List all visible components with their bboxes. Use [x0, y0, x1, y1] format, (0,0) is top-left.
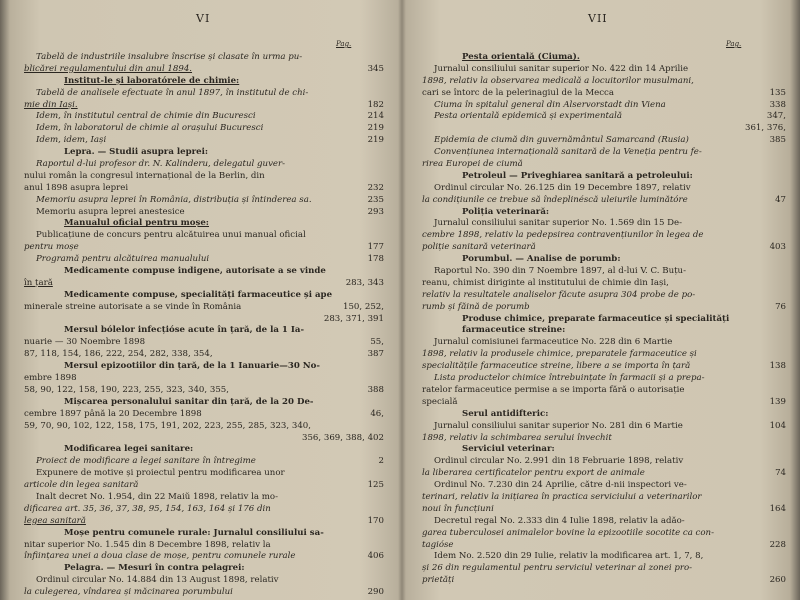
entry-text: Publicațiune de concurs pentru alcătuirea unui manual oficial: [36, 230, 306, 241]
entry-text: Tabelă de analisele efectuate în anul 1897, în institutul de chi-: [36, 87, 309, 98]
index-entry-line: [422, 76, 786, 88]
page-reference: 283, 371, 391: [323, 313, 384, 324]
index-entry-line: [422, 171, 786, 183]
index-entry-line: [422, 111, 786, 123]
entry-text: relativ la resultatele analiselor făcute asupra 304 probe de po-: [422, 289, 696, 300]
entry-text: Produse chimice, preparate farmaceutice și specialități: [462, 313, 730, 324]
index-entry-line: [422, 421, 786, 433]
page-reference: 403: [769, 242, 786, 253]
index-entry-line: [422, 147, 786, 159]
page-reference: 228: [769, 539, 786, 550]
index-entry-line: [24, 480, 384, 492]
entry-text: în țară: [24, 277, 53, 288]
page-reference: 139: [769, 396, 786, 407]
index-entry-line: [24, 76, 384, 88]
index-entry-line: [24, 88, 384, 100]
page-reference: 406: [367, 551, 384, 562]
entry-text: Memoriu asupra leprei anestesice: [36, 206, 185, 217]
page-reference: 135: [769, 87, 786, 98]
entry-text: Jurnalul comisiunei farmaceutice No. 228 din 6 Martie: [434, 337, 673, 348]
index-entry-line: [422, 373, 786, 385]
index-entry-line: [24, 409, 384, 421]
index-entry-line: [24, 528, 384, 540]
entry-text: Petroleul — Priveghiarea sanitară a petroleului:: [462, 170, 693, 181]
index-entry-line: [24, 123, 384, 135]
entry-text: 59, 70, 90, 102, 122, 158, 175, 191, 202, 223, 255, 285, 323, 340,: [24, 420, 311, 431]
entry-text: garea tuberculosei animalelor bovine la epizootiile socotite ca con-: [422, 527, 714, 538]
entry-text: nuarie — 30 Noembre 1898: [24, 337, 146, 348]
entry-text: Moșe pentru comunele rurale: Jurnalul consiliului sa-: [64, 527, 324, 538]
page-reference: 2: [378, 456, 384, 467]
entry-text: Epidemia de ciumă din guvernământul Samarcand (Rusia): [434, 135, 689, 146]
index-entry-line: [24, 100, 384, 112]
index-entry-line: [24, 492, 384, 504]
index-entry-line: [24, 433, 384, 445]
entry-text: cembre 1898, relativ la pedepsirea contravențiunilor în legea de: [422, 230, 704, 241]
page-reference: 177: [367, 242, 384, 253]
entry-text: prietăți: [422, 575, 455, 586]
index-entry-line: [24, 254, 384, 266]
index-entry-line: [422, 492, 786, 504]
entry-text: specială: [422, 396, 458, 407]
entry-text: Porumbul. — Analise de porumb:: [462, 254, 621, 265]
index-entry-line: [24, 575, 384, 587]
index-list: [422, 52, 786, 587]
page-number: VI: [196, 12, 211, 25]
page-reference: 150, 252,: [342, 301, 384, 312]
index-entry-line: [422, 575, 786, 587]
index-entry-line: [24, 171, 384, 183]
index-entry-line: [24, 444, 384, 456]
index-entry-line: [422, 123, 786, 135]
entry-text: Manualul oficial pentru moșe:: [64, 218, 209, 229]
entry-text: minerale streine autorisate a se vinde în România: [24, 301, 242, 312]
entry-text: 87, 118, 154, 186, 222, 254, 282, 338, 354,: [24, 349, 213, 360]
entry-text: ratelor farmaceutice permise a se importa fără o autorisație: [422, 384, 685, 395]
index-entry-line: [24, 135, 384, 147]
index-entry-line: [422, 314, 786, 326]
index-entry-line: [422, 361, 786, 373]
page-reference: 104: [769, 420, 786, 431]
page-reference: 46,: [370, 408, 384, 419]
page-reference: 138: [769, 361, 786, 372]
index-entry-line: [24, 159, 384, 171]
index-entry-line: [24, 468, 384, 480]
entry-text: mie din Iași.: [24, 99, 78, 110]
entry-text: poliție sanitară veterinară: [422, 242, 536, 253]
entry-text: Jurnalul consiliului sanitar superior No. 422 din 14 Aprilie: [434, 63, 689, 74]
index-entry-line: [422, 444, 786, 456]
left-page: [10, 0, 398, 600]
entry-text: Pelagra. — Mesuri în contra pelagrei:: [64, 563, 245, 574]
entry-text: blicărei regulamentului din anul 1894.: [24, 63, 193, 74]
entry-text: tagióse: [422, 539, 454, 550]
index-entry-line: [422, 218, 786, 230]
entry-text: Proiect de modificare a legei sanitare în întregime: [36, 456, 256, 467]
entry-text: 1898, relativ la produsele chimice, preparatele farmaceutice și: [422, 349, 697, 360]
index-entry-line: [422, 433, 786, 445]
index-entry-line: [24, 563, 384, 575]
index-entry-line: [24, 183, 384, 195]
index-entry-line: [422, 52, 786, 64]
entry-text: înființarea unei a doua clase de moșe, pentru comunele rurale: [24, 551, 296, 562]
index-entry-line: [422, 278, 786, 290]
entry-text: anul 1898 asupra leprei: [24, 182, 129, 193]
index-entry-line: [422, 254, 786, 266]
page-reference: 232: [367, 182, 384, 193]
index-entry-line: [422, 325, 786, 337]
page-reference: 125: [367, 480, 384, 491]
entry-text: Serul antidifteric:: [462, 408, 549, 419]
entry-text: Mersul epizootiilor din țară, de la 1 Ianuarie—30 No-: [64, 361, 320, 372]
entry-text: rirea Europei de ciumă: [422, 159, 523, 170]
index-entry-line: [24, 385, 384, 397]
index-entry-line: [24, 504, 384, 516]
page-reference: 260: [769, 575, 786, 586]
entry-text: Medicamente compuse indigene, autorisate a se vinde: [64, 266, 326, 277]
right-page: [404, 0, 794, 600]
entry-text: Pesta orientală epidemică și experimentală: [434, 111, 623, 122]
entry-text: Lepra. — Studii asupra leprei:: [64, 147, 209, 158]
index-entry-line: [24, 111, 384, 123]
page-reference: 385: [769, 135, 786, 146]
page-reference: 47: [775, 194, 786, 205]
index-entry-line: [422, 551, 786, 563]
index-entry-line: [422, 230, 786, 242]
entry-text: Idem, idem, Iași: [36, 135, 107, 146]
entry-text: nitar superior No. 1.545 din 8 Decembre 1898, relativ la: [24, 539, 271, 550]
index-entry-line: [24, 361, 384, 373]
page-reference: 361, 376,: [744, 123, 786, 134]
index-entry-line: [422, 397, 786, 409]
index-entry-line: [422, 540, 786, 552]
entry-text: Ordinul No. 7.230 din 24 Aprilie, către d-nii inspectori ve-: [434, 480, 687, 491]
page-reference: 345: [367, 63, 384, 74]
entry-text: reanu, chimist diriginte al institutului de chimie din Iași,: [422, 277, 669, 288]
index-entry-line: [24, 587, 384, 599]
index-entry-line: [24, 421, 384, 433]
index-entry-line: [422, 516, 786, 528]
entry-text: Idem, în institutul central de chimie din Bucuresci: [36, 111, 256, 122]
index-entry-line: [422, 242, 786, 254]
page-reference: 388: [367, 384, 384, 395]
page-reference: 182: [367, 99, 384, 110]
entry-text: rumb și făină de porumb: [422, 301, 530, 312]
index-entry-line: [24, 266, 384, 278]
page-reference: 347,: [766, 111, 786, 122]
entry-text: Programă pentru alcătuirea manualului: [36, 254, 210, 265]
entry-text: Poliția veterinară:: [462, 206, 550, 217]
pag-column-header: Pag.: [726, 40, 742, 48]
index-entry-line: [24, 373, 384, 385]
index-entry-line: [24, 325, 384, 337]
entry-text: embre 1898: [24, 373, 77, 384]
page-reference: 219: [367, 123, 384, 134]
index-entry-line: [422, 183, 786, 195]
entry-text: Convențiunea internațională sanitară de la Veneția pentru fe-: [434, 147, 702, 158]
index-entry-line: [422, 195, 786, 207]
entry-text: Ordinul circular No. 26.125 din 19 Decembre 1897, relativ: [434, 182, 691, 193]
index-entry-line: [24, 540, 384, 552]
entry-text: Modificarea legei sanitare:: [64, 444, 194, 455]
entry-text: Înalt decret No. 1.954, din 22 Maiŭ 1898, relativ la mo-: [36, 491, 278, 502]
entry-text: la culegerea, vîndarea și măcinarea porumbului: [24, 587, 233, 598]
page-reference: 283, 343: [345, 277, 384, 288]
entry-text: Tabelă de industriile insalubre înscrise și clasate în urma pu-: [36, 52, 303, 62]
entry-text: Ordinul circular No. 14.884 din 13 August 1898, relativ: [36, 575, 279, 586]
entry-text: Mersul bólelor infecțióse acute în țară, de la 1 Ia-: [64, 325, 305, 336]
entry-text: specialitățile farmaceutice streine, libere a se importa în țară: [422, 361, 691, 372]
index-entry-line: [422, 528, 786, 540]
entry-text: la condițiunile ce trebue să îndeplinéscă uleiurile luminătóre: [422, 194, 688, 205]
index-entry-line: [24, 337, 384, 349]
entry-text: Ordinul circular No. 2.991 din 18 Februarie 1898, relativ: [434, 456, 684, 467]
entry-text: Expunere de motive și proiectul pentru modificarea unor: [36, 468, 285, 479]
index-entry-line: [24, 516, 384, 528]
entry-text: Jurnalul consiliului sanitar superior No. 1.569 din 15 De-: [434, 218, 683, 229]
page-reference: 74: [775, 468, 786, 479]
entry-text: Serviciul veterinar:: [462, 444, 555, 455]
index-entry-line: [24, 207, 384, 219]
index-entry-line: [422, 135, 786, 147]
index-entry-line: [422, 266, 786, 278]
index-entry-line: [422, 563, 786, 575]
entry-text: Institut-le și laboratórele de chimie:: [64, 75, 240, 86]
index-entry-line: [422, 64, 786, 76]
index-entry-line: [422, 88, 786, 100]
entry-text: la liberarea certificatelor pentru export de animale: [422, 468, 645, 479]
pag-column-header: Pag.: [336, 40, 352, 48]
index-entry-line: [24, 230, 384, 242]
entry-text: cembre 1897 până la 20 Decembre 1898: [24, 408, 202, 419]
entry-text: Mișcarea personalului sanitar din țară, de la 20 De-: [64, 396, 314, 407]
index-entry-line: [24, 64, 384, 76]
entry-text: 1898, relativ la observarea medicală a locuitorilor musulmani,: [422, 75, 694, 86]
index-entry-line: [24, 242, 384, 254]
entry-text: 1898, relativ la schimbarea serului învechit: [422, 432, 612, 443]
index-entry-line: [24, 302, 384, 314]
page-reference: 356, 369, 388, 402: [301, 432, 384, 443]
page-reference: 55,: [370, 337, 384, 348]
index-entry-line: [24, 349, 384, 361]
page-reference: 170: [367, 515, 384, 526]
index-entry-line: [422, 207, 786, 219]
entry-text: Idem No. 2.520 din 29 Iulie, relativ la modificarea art. 1, 7, 8,: [434, 551, 704, 562]
index-entry-line: [422, 290, 786, 302]
index-entry-line: [24, 456, 384, 468]
index-entry-line: [422, 302, 786, 314]
entry-text: Ciuma în spitalul general din Alservorstadt din Viena: [434, 99, 666, 110]
entry-text: dificarea art. 35, 36, 37, 38, 95, 154, 163, 164 și 176 din: [24, 503, 271, 514]
index-entry-line: [24, 290, 384, 302]
entry-text: farmaceutice streine:: [462, 325, 566, 336]
page-reference: 338: [769, 99, 786, 110]
index-entry-line: [24, 147, 384, 159]
index-entry-line: [422, 409, 786, 421]
entry-text: terinari, relativ la inițiarea în practica serviciului a veterinarilor: [422, 491, 702, 502]
index-entry-line: [24, 397, 384, 409]
index-entry-line: [24, 218, 384, 230]
index-entry-line: [24, 278, 384, 290]
entry-text: 58, 90, 122, 158, 190, 223, 255, 323, 340, 355,: [24, 384, 229, 395]
entry-text: Pesta orientală (Ciuma).: [462, 52, 580, 62]
entry-text: Raportul No. 390 din 7 Noembre 1897, al d-lui V. C. Buțu-: [434, 266, 686, 277]
page-reference: 290: [367, 587, 384, 598]
entry-text: Jurnalul consiliului sanitar superior No. 281 din 6 Martie: [434, 420, 683, 431]
entry-text: Decretul regal No. 2.333 din 4 Iulie 1898, relativ la adăo-: [434, 515, 685, 526]
page-reference: 219: [367, 135, 384, 146]
index-entry-line: [24, 195, 384, 207]
page-number: VII: [588, 12, 608, 25]
index-entry-line: [24, 551, 384, 563]
entry-text: Idem, în laboratorul de chimie al orașului Bucuresci: [36, 123, 264, 134]
index-entry-line: [422, 159, 786, 171]
index-entry-line: [422, 456, 786, 468]
entry-text: Raportul d-lui profesor dr. N. Kalinderu, delegatul guver-: [36, 159, 286, 170]
entry-text: legea sanitară: [24, 515, 86, 526]
index-list: [24, 52, 384, 599]
page-reference: 235: [367, 194, 384, 205]
entry-text: pentru moșe: [24, 242, 79, 253]
entry-text: articole din legea sanitară: [24, 480, 139, 491]
index-entry-line: [422, 337, 786, 349]
index-entry-line: [422, 385, 786, 397]
index-entry-line: [422, 100, 786, 112]
page-reference: 76: [775, 301, 786, 312]
page-reference: 164: [769, 503, 786, 514]
page-reference: 178: [367, 254, 384, 265]
index-entry-line: [24, 314, 384, 326]
entry-text: cari se întorc de la pelerinagiul de la Mecca: [422, 87, 614, 98]
entry-text: Medicamente compuse, specialități farmaceutice și ape: [64, 289, 333, 300]
entry-text: noui în funcțiuni: [422, 503, 494, 514]
index-entry-line: [422, 504, 786, 516]
entry-text: nului român la congresul internațional de la Berlin, din: [24, 170, 265, 181]
entry-text: Memoriu asupra leprei în România, distribuția și întinderea sa.: [36, 194, 312, 205]
index-entry-line: [422, 468, 786, 480]
page-reference: 293: [367, 206, 384, 217]
entry-text: Lista productelor chimice întrebuințate în farmacii și a prepa-: [434, 373, 705, 384]
entry-text: și 26 din regulamentul pentru serviciul veterinar al zonei pro-: [422, 563, 693, 574]
page-reference: 387: [367, 349, 384, 360]
index-entry-line: [422, 349, 786, 361]
page-reference: 214: [367, 111, 384, 122]
index-entry-line: [24, 52, 384, 64]
index-entry-line: [422, 480, 786, 492]
